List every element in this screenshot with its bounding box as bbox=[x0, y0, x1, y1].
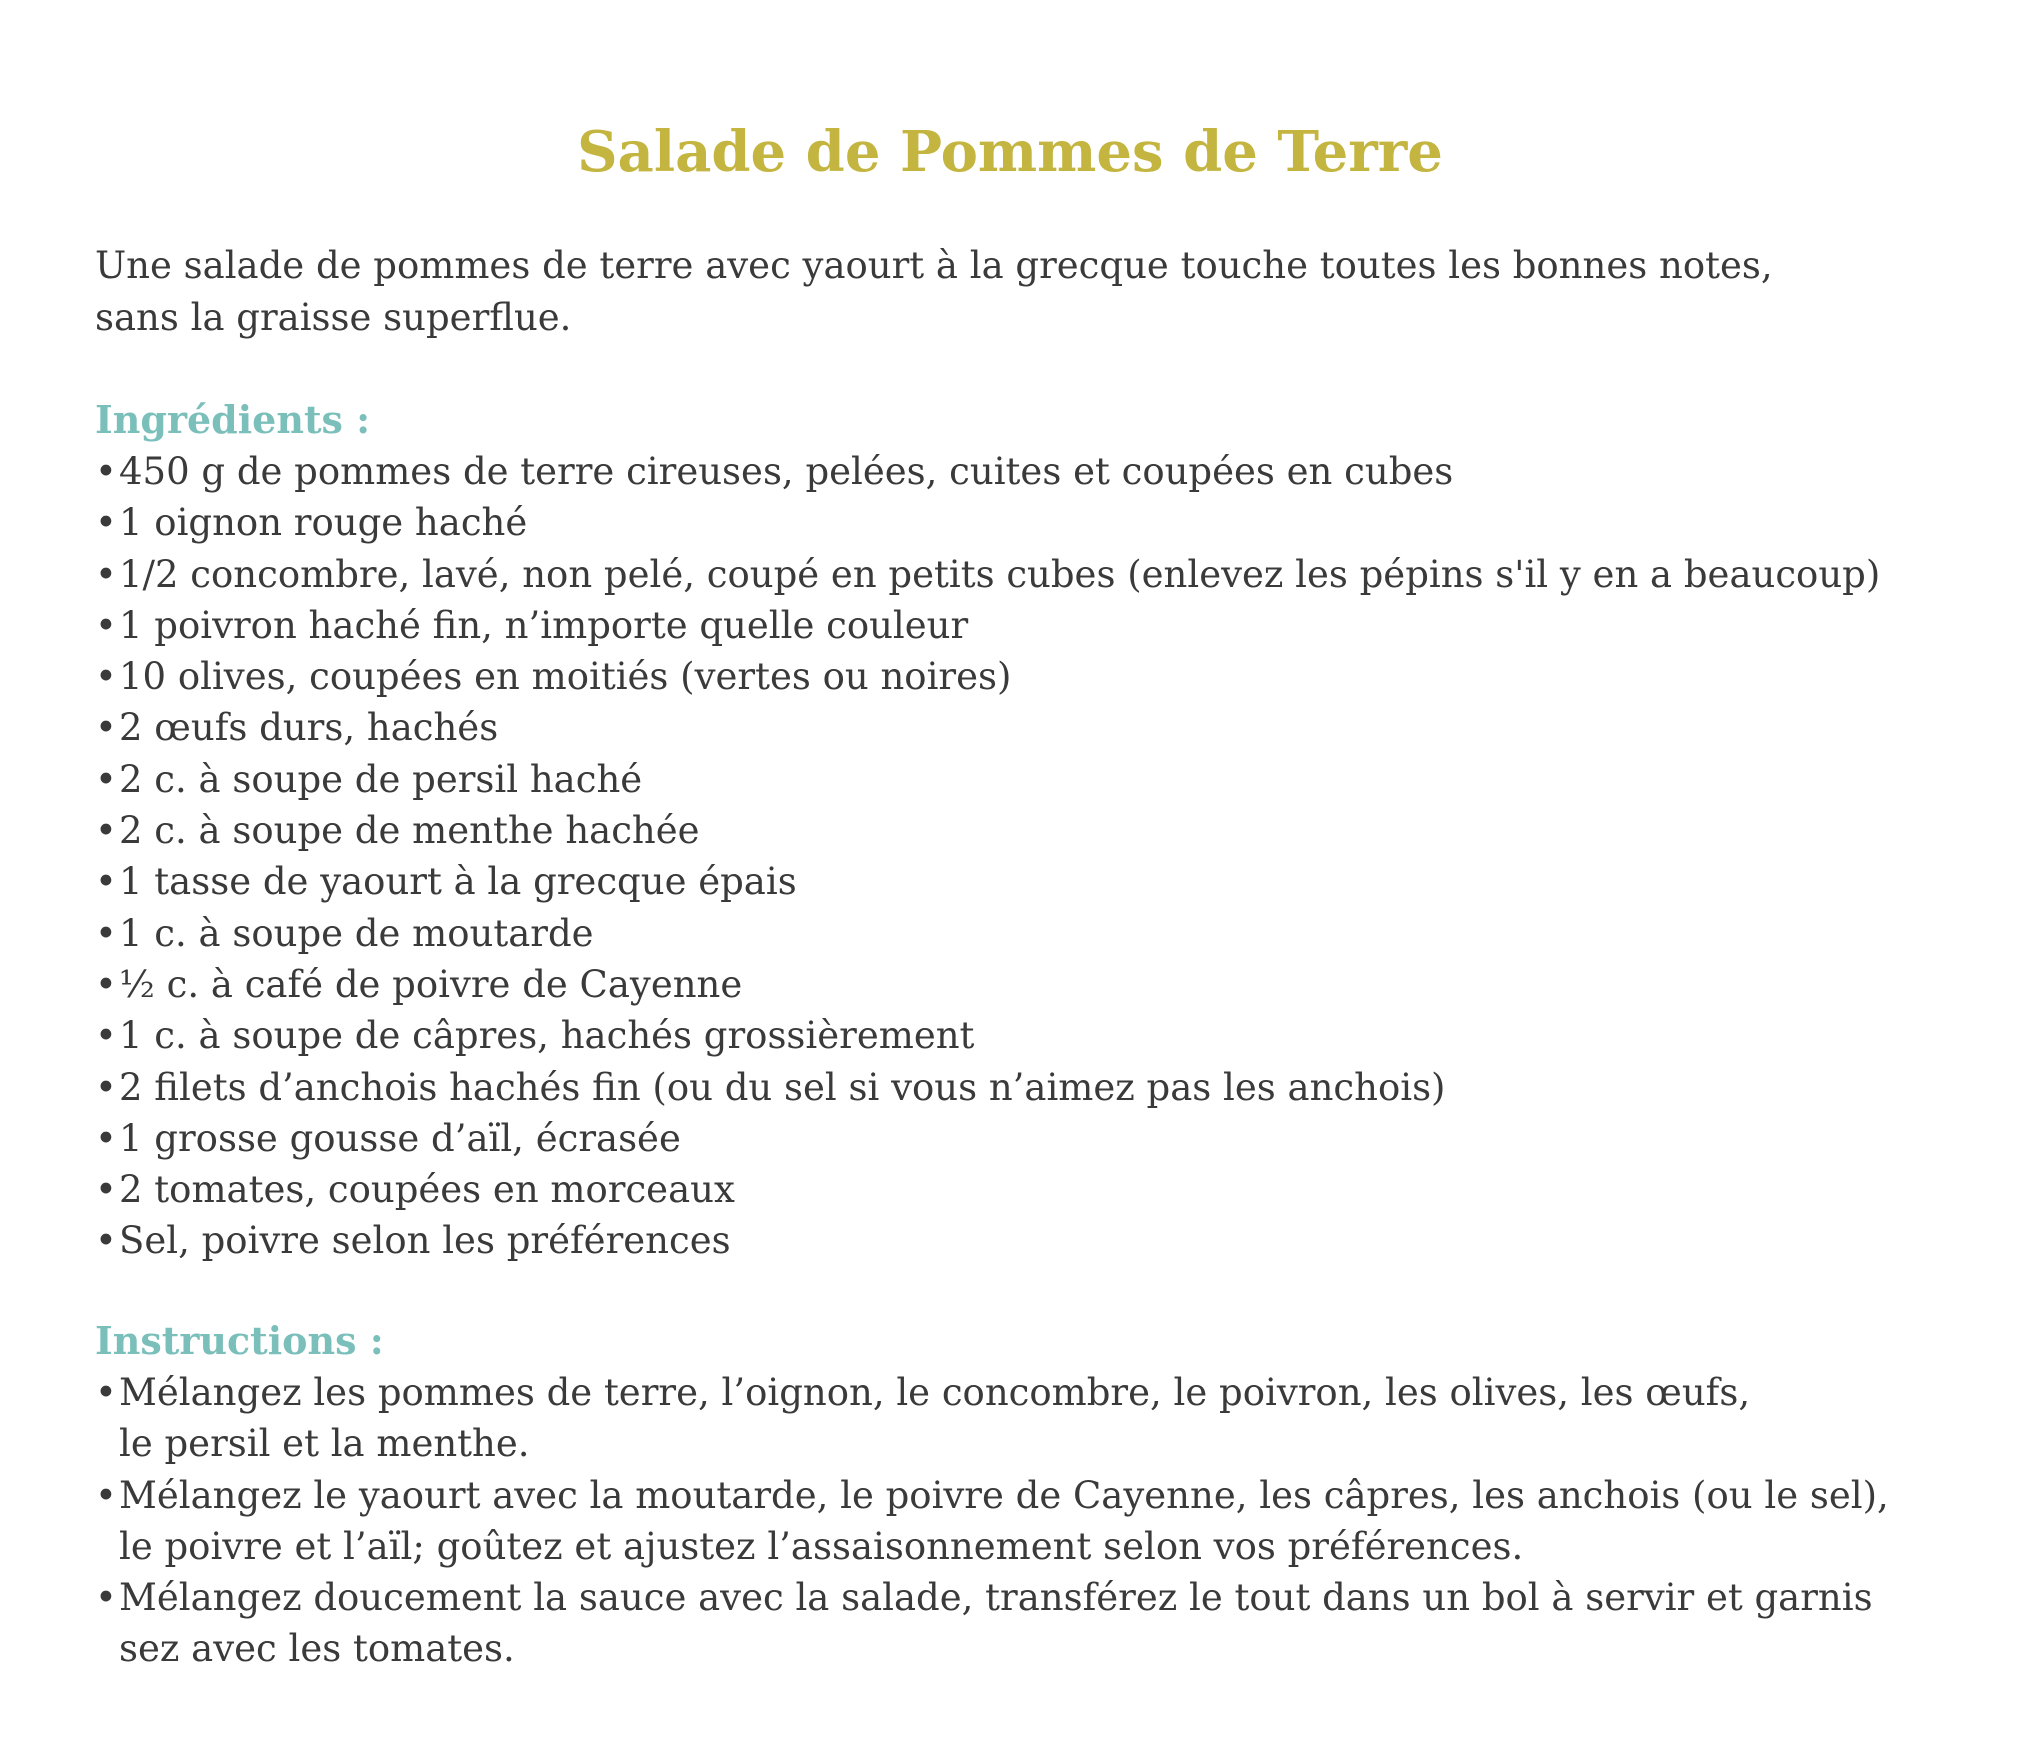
bullet-icon: • bbox=[95, 1065, 117, 1109]
ingredient-text: 2 filets d’anchois hachés fin (ou du sel si vous n’aimez pas les anchois) bbox=[119, 1065, 1446, 1109]
bullet-icon: • bbox=[95, 1473, 117, 1517]
ingredient-text: 2 c. à soupe de menthe hachée bbox=[119, 809, 700, 853]
instruction-line-2: sez avec les tomates. bbox=[119, 1627, 515, 1671]
instruction-line-2: le poivre et l’aïl; goûtez et ajustez l’assaisonnement selon vos préférences. bbox=[119, 1524, 1524, 1568]
bullet-icon: • bbox=[95, 706, 117, 750]
ingredient-item bbox=[95, 600, 1985, 651]
instruction-line-1: Mélangez doucement la sauce avec la salade, transférez le tout dans un bol à servir et garnis bbox=[119, 1576, 1873, 1620]
ingredient-text: 2 c. à soupe de persil haché bbox=[119, 757, 643, 801]
bullet-icon: • bbox=[95, 860, 117, 904]
bullet-icon: • bbox=[95, 501, 117, 545]
recipe-intro-line-1: Une salade de pommes de terre avec yaourt à la grecque touche toutes les bonnes notes, bbox=[95, 244, 1773, 287]
bullet-icon: • bbox=[95, 911, 117, 955]
ingredient-item bbox=[95, 549, 1985, 600]
ingredients-list bbox=[95, 446, 1985, 1267]
ingredient-item bbox=[95, 497, 1985, 548]
instructions-heading: Instructions : bbox=[95, 1318, 384, 1363]
ingredient-item bbox=[95, 805, 1985, 856]
bullet-icon: • bbox=[95, 1371, 117, 1414]
bullet-icon: • bbox=[95, 1219, 117, 1263]
instruction-step bbox=[95, 1367, 1985, 1470]
instructions-list bbox=[95, 1367, 1985, 1675]
ingredient-item bbox=[95, 1215, 1985, 1266]
instruction-line-1: Mélangez le yaourt avec la moutarde, le poivre de Cayenne, les câpres, les anchois (ou le sel), bbox=[119, 1473, 1889, 1517]
ingredient-text: 1 tasse de yaourt à la grecque épais bbox=[119, 860, 797, 904]
bullet-icon: • bbox=[95, 1116, 117, 1160]
bullet-icon: • bbox=[95, 757, 117, 801]
instruction-line-2: le persil et la menthe. bbox=[119, 1422, 530, 1466]
bullet-icon: • bbox=[95, 655, 117, 699]
ingredients-heading: Ingrédients : bbox=[95, 397, 371, 442]
ingredient-text: 1 c. à soupe de câpres, hachés grossièrement bbox=[119, 1014, 975, 1058]
ingredient-text: 1 c. à soupe de moutarde bbox=[119, 911, 594, 955]
ingredient-item bbox=[95, 754, 1985, 805]
bullet-icon: • bbox=[95, 450, 117, 493]
ingredient-text: 1 grosse gousse d’aïl, écrasée bbox=[119, 1116, 681, 1160]
ingredient-text: 2 tomates, coupées en morceaux bbox=[119, 1168, 735, 1212]
ingredient-text: Sel, poivre selon les préférences bbox=[119, 1219, 731, 1263]
ingredient-item bbox=[95, 1164, 1985, 1215]
ingredient-item bbox=[95, 856, 1985, 907]
ingredient-text: 10 olives, coupées en moitiés (vertes ou noires) bbox=[119, 655, 1012, 699]
bullet-icon: • bbox=[95, 552, 117, 596]
ingredient-text: 1 poivron haché fin, n’importe quelle couleur bbox=[119, 603, 969, 647]
ingredient-item bbox=[95, 959, 1985, 1010]
ingredient-item bbox=[95, 908, 1985, 959]
ingredient-text: 2 œufs durs, hachés bbox=[119, 706, 499, 750]
ingredient-text: ½ c. à café de poivre de Cayenne bbox=[119, 962, 743, 1006]
ingredient-item bbox=[95, 651, 1985, 702]
bullet-icon: • bbox=[95, 962, 117, 1006]
instruction-step bbox=[95, 1470, 1985, 1573]
bullet-icon: • bbox=[95, 1168, 117, 1212]
instruction-line-1: Mélangez les pommes de terre, l’oignon, le concombre, le poivron, les olives, les œufs, bbox=[119, 1371, 1751, 1414]
bullet-icon: • bbox=[95, 603, 117, 647]
instruction-step bbox=[95, 1572, 1985, 1675]
recipe-intro-line-2: sans la graisse superflue. bbox=[95, 296, 572, 339]
bullet-icon: • bbox=[95, 1576, 117, 1620]
ingredient-text: 1/2 concombre, lavé, non pelé, coupé en petits cubes (enlevez les pépins s'il y en a beaucoup) bbox=[119, 552, 1881, 596]
ingredient-text: 450 g de pommes de terre cireuses, pelées, cuites et coupées en cubes bbox=[119, 450, 1454, 493]
ingredient-text: 1 oignon rouge haché bbox=[119, 501, 528, 545]
recipe-title: Salade de Pommes de Terre bbox=[577, 119, 1443, 185]
ingredient-item bbox=[95, 1062, 1985, 1113]
bullet-icon: • bbox=[95, 809, 117, 853]
ingredient-item bbox=[95, 1113, 1985, 1164]
ingredient-item bbox=[95, 1010, 1985, 1061]
ingredient-item bbox=[95, 702, 1985, 753]
ingredient-item bbox=[95, 446, 1985, 497]
bullet-icon: • bbox=[95, 1014, 117, 1058]
recipe-intro bbox=[95, 240, 1955, 344]
